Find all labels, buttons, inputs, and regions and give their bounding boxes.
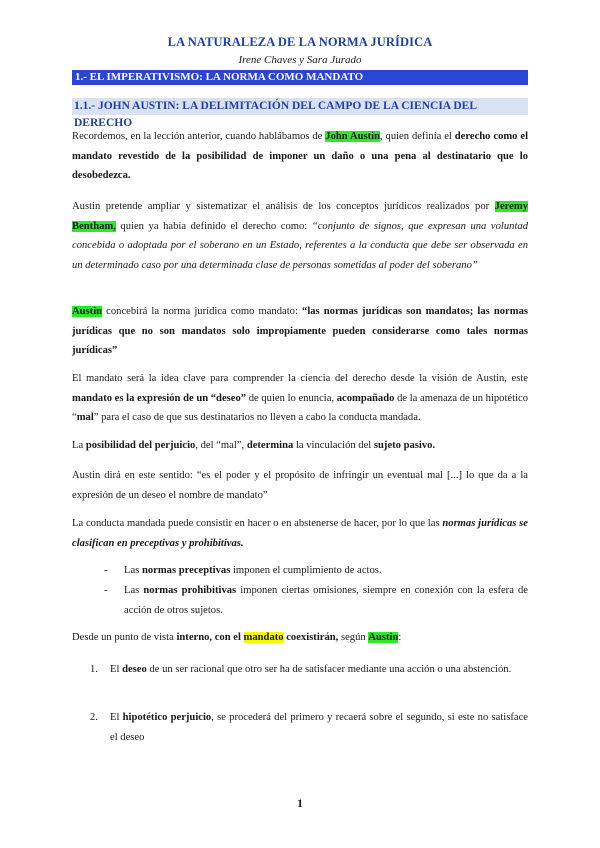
text-span: Las: [124, 565, 142, 576]
text-span: de quien lo enuncia,: [246, 392, 337, 404]
text-span: El: [110, 664, 123, 675]
bold-quote: “las normas jurídicas son mandatos; las normas jurídicas que no son mandatos solo impropiamente pueden considerarse como tales normas jurídicas”: [72, 306, 528, 356]
bold-text: posibilidad del perjuicio: [85, 440, 196, 451]
highlight-austin: Austin: [72, 306, 103, 317]
list-item: [104, 581, 529, 620]
text-span: Austin pretende ampliar y sistematizar el análisis de los conceptos jurídicos realizados por: [72, 201, 495, 212]
text-span: la vinculación del: [293, 440, 374, 451]
bold-text: mal: [76, 412, 94, 423]
bold-text: determina: [246, 440, 294, 451]
paragraph-bentham: [72, 197, 528, 275]
document-title: LA NATURALEZA DE LA NORMA JURÍDICA: [167, 35, 433, 49]
paragraph-clasificacion: [72, 514, 528, 553]
bold-italic-text: normas jurídicas se clasifican en preceptivas y prohibitivas.: [72, 518, 529, 549]
text-span: , del “mal”,: [195, 440, 247, 451]
text-span: concebirá la norma jurídica como mandato:: [102, 306, 303, 317]
text-span: El mandato será la idea clave para comprender la ciencia del derecho desde la visión de Austin, este: [72, 373, 528, 384]
italic-quote: “conjunto de signos, que expresan una voluntad concebida o adoptada por el soberano en un Estado, referentes a la conducta que debe ser observada en un determinado caso por una determinada clase de personas sometidas al poder del soberano”: [72, 220, 528, 271]
highlight-austin: Austin: [368, 632, 399, 643]
text-span: ” para el caso de que sus destinatarios no lleven a cabo la conducta mandada.: [93, 412, 421, 423]
bold-text: deseo: [122, 664, 147, 675]
bold-text: acompañado: [336, 392, 395, 404]
text-span: , se procederá del primero y recaerá sobre el segundo, si este no satisface el deseo: [110, 712, 528, 743]
bold-text: interno, con el: [176, 632, 244, 643]
bold-text: normas prohibitivas: [143, 585, 237, 596]
paragraph-mandato-idea: [72, 369, 528, 428]
text-span: El: [110, 712, 123, 723]
text-span: según: [338, 632, 369, 643]
document-authors: Irene Chaves y Sara Jurado: [238, 54, 362, 66]
text-span: Desde un punto de vista: [72, 632, 177, 643]
text-span: quien ya había definido el derecho como:: [115, 220, 312, 232]
bold-text: hipotético perjuicio: [122, 712, 212, 723]
subsection-heading: 1.1.- JOHN AUSTIN: LA DELIMITACIÓN DEL CAMPO DE LA CIENCIA DEL DERECHO: [72, 98, 528, 115]
bold-text: coexistirán,: [283, 632, 339, 643]
text-span: Recordemos, en la lección anterior, cuando hablábamos de: [72, 131, 326, 142]
list-item: [104, 561, 528, 581]
paragraph-austin-quote: [72, 466, 528, 505]
paragraph-austin-definition: [72, 127, 528, 186]
item-number: 2.: [90, 712, 98, 723]
text-span: Austin dirá en este sentido: “es el poder y el propósito de infringir un eventual mal [...] lo que da a la expresión de un deseo el nombre de mandato”: [72, 470, 528, 501]
bold-text: mandato es la expresión de un “deseo”: [72, 392, 247, 404]
paragraph-perjuicio: [72, 436, 528, 456]
numbered-item: [90, 660, 528, 680]
paragraph-norma-mandato: [72, 302, 528, 361]
highlight-jeremy-bentham: Jeremy Bentham,: [72, 201, 528, 232]
bullet-dash: -: [104, 565, 108, 576]
text-span: , quien definía el: [379, 131, 455, 142]
numbered-item: [90, 708, 528, 747]
text-span: de la amenaza de un hipotético “: [72, 392, 529, 423]
highlight-john-austin: John Austin: [325, 131, 380, 142]
item-number: 1.: [90, 664, 98, 675]
bullet-dash: -: [104, 585, 108, 596]
highlight-mandato: mandato: [243, 632, 284, 643]
text-span: La conducta mandada puede consistir en hacer o en abstenerse de hacer, por lo que las: [72, 518, 443, 529]
text-span: Las: [124, 585, 144, 596]
text-span: imponen el cumplimiento de actos.: [230, 565, 382, 576]
text-span: imponen ciertas omisiones, siempre en conexión con la esfera de acción de otros sujetos.: [124, 585, 529, 616]
text-span: :: [398, 632, 402, 643]
paragraph-punto-vista: [72, 628, 528, 648]
bold-text: sujeto pasivo.: [373, 440, 436, 451]
bold-text: normas preceptivas: [141, 565, 231, 576]
page-number: 1: [297, 796, 303, 810]
text-span: de un ser racional que otro ser ha de satisfacer mediante una acción o una abstención.: [146, 664, 512, 675]
bold-definition: derecho como el mandato revestido de la posibilidad de imponer un daño o una pena al destinatario que lo desobedezca.: [72, 131, 529, 181]
text-span: La: [72, 440, 86, 451]
section-heading: 1.- EL IMPERATIVISMO: LA NORMA COMO MANDATO: [72, 70, 528, 85]
